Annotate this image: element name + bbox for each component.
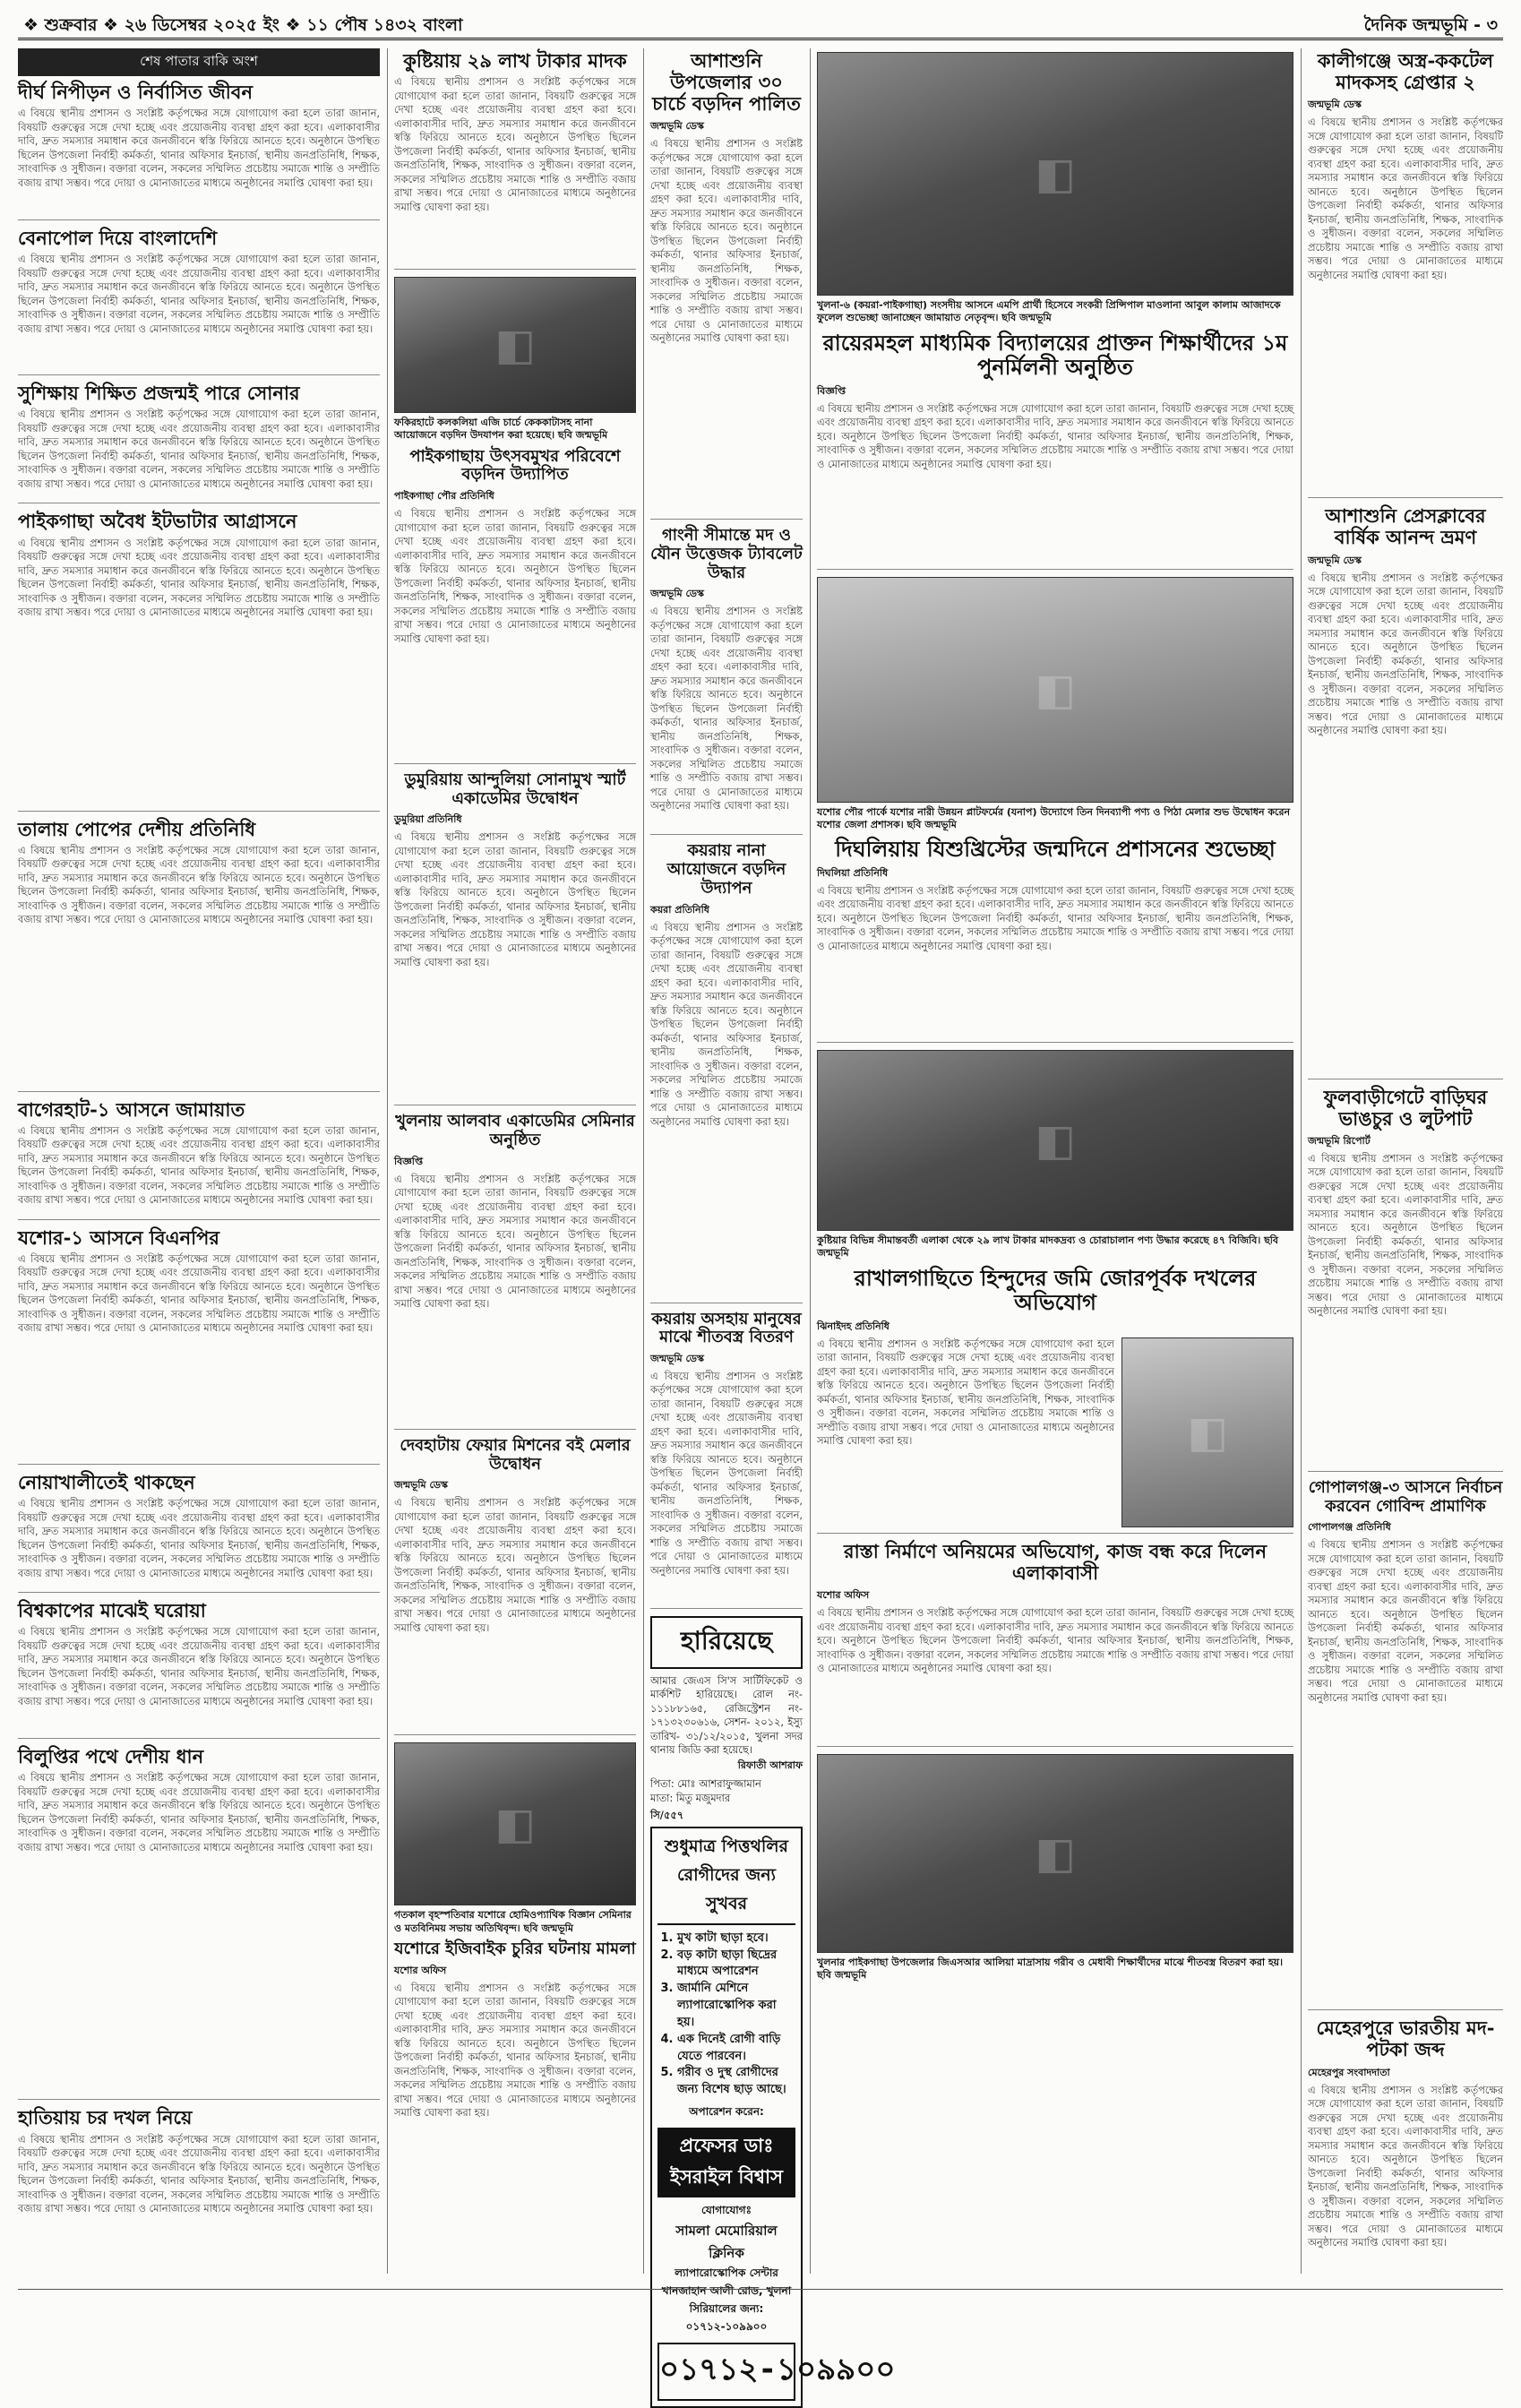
- story: [394, 1113, 636, 1429]
- story: [394, 771, 636, 1105]
- byline: গোপালগঞ্জ প্রতিনিধি: [1308, 1521, 1391, 1534]
- column-rule: [643, 48, 644, 2274]
- byline: যশোর অফিস: [817, 1589, 870, 1602]
- ad-contact-label: যোগাযোগঃ: [700, 2204, 752, 2217]
- story-body: [817, 1337, 1293, 1527]
- photo-candidate-greeting: [817, 52, 1293, 296]
- photo-christmas-church: [394, 277, 636, 413]
- story-text: এ বিষয়ে স্থানীয় প্রশাসন ও সংশ্লিষ্ট কর্তৃপক্ষের সঙ্গে যোগাযোগ করা হলে তারা জানান, বিষয়টি গুরুত্বের সঙ্গে দেখা হচ্ছে এবং প্রয়োজনীয় ব্যবস্থা গ্রহণ করা হবে। এলাকাবাসীর দাবি, দ্রুত সমস্যার সমাধান করে জনজীবনে স্বস্তি ফিরিয়ে আনতে হবে। অনুষ্ঠানে উপস্থিত ছিলেন উপজেলা নির্বাহী কর্মকর্তা, থানার অফিসার ইনচার্জ, স্থানীয় জনপ্রতিনিধি, শিক্ষক, সাংবাদিক ও সুধীজন। বক্তারা বলেন, সকলের সম্মিলিত প্রচেষ্টায় সমাজে শান্তি ও সম্প্রীতি বজায় রাখা সম্ভব। পরে দোয়া ও মোনাজাতের মাধ্যমে অনুষ্ঠানের সমাপ্তি ঘোষণা করা হয়।: [18, 1497, 380, 1579]
- photo-homeopathy-seminar: [394, 1742, 636, 1905]
- date-line: ❖ শুক্রবার ❖ ২৬ ডিসেম্বর ২০২৫ ইং ❖ ১১ পৌষ ১৪৩২ বাংলা: [23, 15, 463, 35]
- headline: তালায় পোপের দেশীয় প্রতিনিধি: [18, 817, 256, 840]
- story: [650, 842, 803, 1303]
- headline: রাখালগাছিতে হিন্দুদের জমি জোরপূর্বক দখলের অভিযোগ: [854, 1264, 1257, 1316]
- story-text: এ বিষয়ে স্থানীয় প্রশাসন ও সংশ্লিষ্ট কর্তৃপক্ষের সঙ্গে যোগাযোগ করা হলে তারা জানান, বিষয়টি গুরুত্বের সঙ্গে দেখা হচ্ছে এবং প্রয়োজনীয় ব্যবস্থা গ্রহণ করা হবে। এলাকাবাসীর দাবি, দ্রুত সমস্যার সমাধান করে জনজীবনে স্বস্তি ফিরিয়ে আনতে হবে। অনুষ্ঠানে উপস্থিত ছিলেন উপজেলা নির্বাহী কর্মকর্তা, থানার অফিসার ইনচার্জ, স্থানীয় জনপ্রতিনিধি, শিক্ষক, সাংবাদিক ও সুধীজন। বক্তারা বলেন, সকলের সম্মিলিত প্রচেষ্টায় সমাজে শান্তি ও সম্প্রীতি বজায় রাখা সম্ভব। পরে দোয়া ও মোনাজাতের মাধ্যমে অনুষ্ঠানের সমাপ্তি ঘোষণা করা হয়।: [817, 1337, 1114, 1448]
- story: [817, 1541, 1293, 1747]
- photo-caption: খুলনা-৬ (কয়রা-পাইকগাছা) সংসদীয় আসনে এমপি প্রার্থী হিসেবে সংকরী প্রিন্সিপাল মাওলানা আবুল কালাম আজাদকে ফুলেল শুভেচ্ছা জানাচ্ছেন জামায়াত নেতৃবৃন্দ। ছবি জন্মভূমি: [817, 299, 1281, 324]
- headline: আশাশুনি উপজেলার ৩০ চার্চে বড়দিন পালিত: [652, 49, 801, 116]
- story-text: এ বিষয়ে স্থানীয় প্রশাসন ও সংশ্লিষ্ট কর্তৃপক্ষের সঙ্গে যোগাযোগ করা হলে তারা জানান, বিষয়টি গুরুত্বের সঙ্গে দেখা হচ্ছে এবং প্রয়োজনীয় ব্যবস্থা গ্রহণ করা হবে। এলাকাবাসীর দাবি, দ্রুত সমস্যার সমাধান করে জনজীবনে স্বস্তি ফিরিয়ে আনতে হবে। অনুষ্ঠানে উপস্থিত ছিলেন উপজেলা নির্বাহী কর্মকর্তা, থানার অফিসার ইনচার্জ, স্থানীয় জনপ্রতিনিধি, শিক্ষক, সাংবাদিক ও সুধীজন। বক্তারা বলেন, সকলের সম্মিলিত প্রচেষ্টায় সমাজে শান্তি ও সম্প্রীতি বজায় রাখা সম্ভব। পরে দোয়া ও মোনাজাতের মাধ্যমে অনুষ্ঠানের সমাপ্তি ঘোষণা করা হয়।: [817, 1606, 1293, 1675]
- column-4: [817, 48, 1293, 2261]
- headline: দিঘলিয়ায় যিশুখ্রিস্টের জন্মদিনে প্রশাসনের শুভেচ্ছা: [835, 836, 1276, 863]
- story-text: এ বিষয়ে স্থানীয় প্রশাসন ও সংশ্লিষ্ট কর্তৃপক্ষের সঙ্গে যোগাযোগ করা হলে তারা জানান, বিষয়টি গুরুত্বের সঙ্গে দেখা হচ্ছে এবং প্রয়োজনীয় ব্যবস্থা গ্রহণ করা হবে। এলাকাবাসীর দাবি, দ্রুত সমস্যার সমাধান করে জনজীবনে স্বস্তি ফিরিয়ে আনতে হবে। অনুষ্ঠানে উপস্থিত ছিলেন উপজেলা নির্বাহী কর্মকর্তা, থানার অফিসার ইনচার্জ, স্থানীয় জনপ্রতিনিধি, শিক্ষক, সাংবাদিক ও সুধীজন। বক্তারা বলেন, সকলের সম্মিলিত প্রচেষ্টায় সমাজে শান্তি ও সম্প্রীতি বজায় রাখা সম্ভব। পরে দোয়া ও মোনাজাতের মাধ্যমে অনুষ্ঠানের সমাপ্তি ঘোষণা করা হয়।: [1308, 571, 1503, 737]
- headline: কালীগঞ্জে অস্ত্র-ককটেল মাদকসহ গ্রেপ্তার ২: [1317, 49, 1494, 94]
- story: [817, 837, 1293, 1043]
- headline: কয়রায় অসহায় মানুষের মাঝে শীতবস্ত্র বিতরণ: [651, 1309, 802, 1347]
- column-rule: [1301, 48, 1302, 2274]
- byline: জন্মভূমি ডেস্ক: [394, 1479, 448, 1492]
- column-2: [394, 48, 636, 2261]
- story-text: এ বিষয়ে স্থানীয় প্রশাসন ও সংশ্লিষ্ট কর্তৃপক্ষের সঙ্গে যোগাযোগ করা হলে তারা জানান, বিষয়টি গুরুত্বের সঙ্গে দেখা হচ্ছে এবং প্রয়োজনীয় ব্যবস্থা গ্রহণ করা হবে। এলাকাবাসীর দাবি, দ্রুত সমস্যার সমাধান করে জনজীবনে স্বস্তি ফিরিয়ে আনতে হবে। অনুষ্ঠানে উপস্থিত ছিলেন উপজেলা নির্বাহী কর্মকর্তা, থানার অফিসার ইনচার্জ, স্থানীয় জনপ্রতিনিধি, শিক্ষক, সাংবাদিক ও সুধীজন। বক্তারা বলেন, সকলের সম্মিলিত প্রচেষ্টায় সমাজে শান্তি ও সম্প্রীতি বজায় রাখা সম্ভব। পরে দোয়া ও মোনাজাতের মাধ্যমে অনুষ্ঠানের সমাপ্তি ঘোষণা করা হয়।: [18, 536, 380, 619]
- headline: আশাশুনি প্রেসক্লাবের বার্ষিক আনন্দ ভ্রমণ: [1325, 504, 1486, 549]
- headline: দীর্ঘ নিপীড়ন ও নির্বাসিত জীবন: [18, 81, 254, 103]
- headline: যশোরে ইজিবাইক চুরির ঘটনায় মামলা: [394, 1939, 636, 1958]
- lost-notice-mother: মাতা: মিতু মজুমদার: [650, 1791, 731, 1804]
- column-1: [18, 48, 380, 2261]
- story: [18, 1472, 380, 1593]
- ad-feature: 1. মুখ কাটা ছাড়া হবে।: [677, 1931, 795, 1948]
- byline: মেহেরপুর সংবাদদাতা: [1308, 2066, 1390, 2078]
- story: [1308, 505, 1503, 1079]
- byline: জন্মভূমি ডেস্ক: [650, 588, 704, 600]
- headline: বিলুপ্তির পথে দেশীয় ধান: [18, 1745, 204, 1768]
- story: [18, 511, 380, 811]
- headline: ডুমুরিয়ায় আন্দুলিয়া সোনামুখ স্মার্ট একাডেমির উদ্বোধন: [404, 770, 626, 808]
- story-text: এ বিষয়ে স্থানীয় প্রশাসন ও সংশ্লিষ্ট কর্তৃপক্ষের সঙ্গে যোগাযোগ করা হলে তারা জানান, বিষয়টি গুরুত্বের সঙ্গে দেখা হচ্ছে এবং প্রয়োজনীয় ব্যবস্থা গ্রহণ করা হবে। এলাকাবাসীর দাবি, দ্রুত সমস্যার সমাধান করে জনজীবনে স্বস্তি ফিরিয়ে আনতে হবে। অনুষ্ঠানে উপস্থিত ছিলেন উপজেলা নির্বাহী কর্মকর্তা, থানার অফিসার ইনচার্জ, স্থানীয় জনপ্রতিনিধি, শিক্ষক, সাংবাদিক ও সুধীজন। বক্তারা বলেন, সকলের সম্মিলিত প্রচেষ্টায় সমাজে শান্তি ও সম্প্রীতি বজায় রাখা সম্ভব। পরে দোয়া ও মোনাজাতের মাধ্যমে অনুষ্ঠানের সমাপ্তি ঘোষণা করা হয়।: [817, 883, 1293, 952]
- story-text: এ বিষয়ে স্থানীয় প্রশাসন ও সংশ্লিষ্ট কর্তৃপক্ষের সঙ্গে যোগাযোগ করা হলে তারা জানান, বিষয়টি গুরুত্বের সঙ্গে দেখা হচ্ছে এবং প্রয়োজনীয় ব্যবস্থা গ্রহণ করা হবে। এলাকাবাসীর দাবি, দ্রুত সমস্যার সমাধান করে জনজীবনে স্বস্তি ফিরিয়ে আনতে হবে। অনুষ্ঠানে উপস্থিত ছিলেন উপজেলা নির্বাহী কর্মকর্তা, থানার অফিসার ইনচার্জ, স্থানীয় জনপ্রতিনিধি, শিক্ষক, সাংবাদিক ও সুধীজন। বক্তারা বলেন, সকলের সম্মিলিত প্রচেষ্টায় সমাজে শান্তি ও সম্প্রীতি বজায় রাখা সম্ভব। পরে দোয়া ও মোনাজাতের মাধ্যমে অনুষ্ঠানের সমাপ্তি ঘোষণা করা হয়।: [1308, 1538, 1503, 1704]
- headline: গাংনী সীমান্তে মদ ও যৌন উত্তেজক ট্যাবলেট উদ্ধার: [650, 526, 803, 582]
- story-text: এ বিষয়ে স্থানীয় প্রশাসন ও সংশ্লিষ্ট কর্তৃপক্ষের সঙ্গে যোগাযোগ করা হলে তারা জানান, বিষয়টি গুরুত্বের সঙ্গে দেখা হচ্ছে এবং প্রয়োজনীয় ব্যবস্থা গ্রহণ করা হবে। এলাকাবাসীর দাবি, দ্রুত সমস্যার সমাধান করে জনজীবনে স্বস্তি ফিরিয়ে আনতে হবে। অনুষ্ঠানে উপস্থিত ছিলেন উপজেলা নির্বাহী কর্মকর্তা, থানার অফিসার ইনচার্জ, স্থানীয় জনপ্রতিনিধি, শিক্ষক, সাংবাদিক ও সুধীজন। বক্তারা বলেন, সকলের সম্মিলিত প্রচেষ্টায় সমাজে শান্তি ও সম্প্রীতি বজায় রাখা সম্ভব। পরে দোয়া ও মোনাজাতের মাধ্যমে অনুষ্ঠানের সমাপ্তি ঘোষণা করা হয়।: [18, 253, 380, 335]
- headline: কয়রায় নানা আয়োজনে বড়দিন উদ্যাপন: [666, 841, 786, 898]
- ad-reference: সি/৫৫৭: [650, 1809, 684, 1822]
- camera-icon: ◧: [1035, 149, 1076, 199]
- ad-center-name: ল্যাপারোস্কোপিক সেন্টার: [675, 2266, 778, 2280]
- story-text: এ বিষয়ে স্থানীয় প্রশাসন ও সংশ্লিষ্ট কর্তৃপক্ষের সঙ্গে যোগাযোগ করা হলে তারা জানান, বিষয়টি গুরুত্বের সঙ্গে দেখা হচ্ছে এবং প্রয়োজনীয় ব্যবস্থা গ্রহণ করা হবে। এলাকাবাসীর দাবি, দ্রুত সমস্যার সমাধান করে জনজীবনে স্বস্তি ফিরিয়ে আনতে হবে। অনুষ্ঠানে উপস্থিত ছিলেন উপজেলা নির্বাহী কর্মকর্তা, থানার অফিসার ইনচার্জ, স্থানীয় জনপ্রতিনিধি, শিক্ষক, সাংবাদিক ও সুধীজন। বক্তারা বলেন, সকলের সম্মিলিত প্রচেষ্টায় সমাজে শান্তি ও সম্প্রীতি বজায় রাখা সম্ভব। পরে দোয়া ও মোনাজাতের মাধ্যমে অনুষ্ঠানের সমাপ্তি ঘোষণা করা হয়।: [650, 1369, 803, 1577]
- headline: রাস্তা নির্মাণে অনিয়মের অভিযোগ, কাজ বন্ধ করে দিলেন এলাকাবাসী: [844, 1539, 1267, 1584]
- story-text: এ বিষয়ে স্থানীয় প্রশাসন ও সংশ্লিষ্ট কর্তৃপক্ষের সঙ্গে যোগাযোগ করা হলে তারা জানান, বিষয়টি গুরুত্বের সঙ্গে দেখা হচ্ছে এবং প্রয়োজনীয় ব্যবস্থা গ্রহণ করা হবে। এলাকাবাসীর দাবি, দ্রুত সমস্যার সমাধান করে জনজীবনে স্বস্তি ফিরিয়ে আনতে হবে। অনুষ্ঠানে উপস্থিত ছিলেন উপজেলা নির্বাহী কর্মকর্তা, থানার অফিসার ইনচার্জ, স্থানীয় জনপ্রতিনিধি, শিক্ষক, সাংবাদিক ও সুধীজন। বক্তারা বলেন, সকলের সম্মিলিত প্রচেষ্টায় সমাজে শান্তি ও সম্প্রীতি বজায় রাখা সম্ভব। পরে দোয়া ও মোনাজাতের মাধ্যমে অনুষ্ঠানের সমাপ্তি ঘোষণা করা হয়।: [1308, 2083, 1503, 2249]
- lost-notice-title: হারিয়েছে: [650, 1616, 803, 1669]
- byline: বিজ্ঞপ্তি: [817, 384, 846, 397]
- ad-feature: 4. এক দিনেই রোগী বাড়ি যেতে পারবেন।: [677, 2032, 795, 2066]
- clinic-advertisement: [650, 1827, 896, 2408]
- byline: যশোর অফিস: [394, 1964, 447, 1976]
- byline: দিঘলিয়া প্রতিনিধি: [817, 866, 889, 879]
- story-text: এ বিষয়ে স্থানীয় প্রশাসন ও সংশ্লিষ্ট কর্তৃপক্ষের সঙ্গে যোগাযোগ করা হলে তারা জানান, বিষয়টি গুরুত্বের সঙ্গে দেখা হচ্ছে এবং প্রয়োজনীয় ব্যবস্থা গ্রহণ করা হবে। এলাকাবাসীর দাবি, দ্রুত সমস্যার সমাধান করে জনজীবনে স্বস্তি ফিরিয়ে আনতে হবে। অনুষ্ঠানে উপস্থিত ছিলেন উপজেলা নির্বাহী কর্মকর্তা, থানার অফিসার ইনচার্জ, স্থানীয় জনপ্রতিনিধি, শিক্ষক, সাংবাদিক ও সুধীজন। বক্তারা বলেন, সকলের সম্মিলিত প্রচেষ্টায় সমাজে শান্তি ও সম্প্রীতি বজায় রাখা সম্ভব। পরে দোয়া ও মোনাজাতের মাধ্যমে অনুষ্ঠানের সমাপ্তি ঘোষণা করা হয়।: [18, 1251, 380, 1335]
- story: [394, 1939, 636, 2120]
- camera-icon: ◧: [1035, 1114, 1076, 1165]
- lost-notice-signature: রিফাতী আশরাফ: [737, 1759, 803, 1771]
- headline: খুলনায় আলবাব একাডেমির সেমিনার অনুষ্ঠিত: [395, 1112, 635, 1150]
- headline: রায়েরমহল মাধ্যমিক বিদ্যালয়ের প্রাক্তন শিক্ষার্থীদের ১ম পুনর্মিলনী অনুষ্ঠিত: [822, 329, 1288, 381]
- story-text: এ বিষয়ে স্থানীয় প্রশাসন ও সংশ্লিষ্ট কর্তৃপক্ষের সঙ্গে যোগাযোগ করা হলে তারা জানান, বিষয়টি গুরুত্বের সঙ্গে দেখা হচ্ছে এবং প্রয়োজনীয় ব্যবস্থা গ্রহণ করা হবে। এলাকাবাসীর দাবি, দ্রুত সমস্যার সমাধান করে জনজীবনে স্বস্তি ফিরিয়ে আনতে হবে। অনুষ্ঠানে উপস্থিত ছিলেন উপজেলা নির্বাহী কর্মকর্তা, থানার অফিসার ইনচার্জ, স্থানীয় জনপ্রতিনিধি, শিক্ষক, সাংবাদিক ও সুধীজন। বক্তারা বলেন, সকলের সম্মিলিত প্রচেষ্টায় সমাজে শান্তি ও সম্প্রীতি বজায় রাখা সম্ভব। পরে দোয়া ও মোনাজাতের মাধ্যমে অনুষ্ঠানের সমাপ্তি ঘোষণা করা হয়।: [18, 107, 380, 189]
- story-text: এ বিষয়ে স্থানীয় প্রশাসন ও সংশ্লিষ্ট কর্তৃপক্ষের সঙ্গে যোগাযোগ করা হলে তারা জানান, বিষয়টি গুরুত্বের সঙ্গে দেখা হচ্ছে এবং প্রয়োজনীয় ব্যবস্থা গ্রহণ করা হবে। এলাকাবাসীর দাবি, দ্রুত সমস্যার সমাধান করে জনজীবনে স্বস্তি ফিরিয়ে আনতে হবে। অনুষ্ঠানে উপস্থিত ছিলেন উপজেলা নির্বাহী কর্মকর্তা, থানার অফিসার ইনচার্জ, স্থানীয় জনপ্রতিনিধি, শিক্ষক, সাংবাদিক ও সুধীজন। বক্তারা বলেন, সকলের সম্মিলিত প্রচেষ্টায় সমাজে শান্তি ও সম্প্রীতি বজায় রাখা সম্ভব। পরে দোয়া ও মোনাজাতের মাধ্যমে অনুষ্ঠানের সমাপ্তি ঘোষণা করা হয়।: [18, 843, 380, 926]
- headline: মেহেরপুরে ভারতীয় মদ-পটকা জব্দ: [1316, 2017, 1495, 2061]
- story: [18, 228, 380, 375]
- story-text: এ বিষয়ে স্থানীয় প্রশাসন ও সংশ্লিষ্ট কর্তৃপক্ষের সঙ্গে যোগাযোগ করা হলে তারা জানান, বিষয়টি গুরুত্বের সঙ্গে দেখা হচ্ছে এবং প্রয়োজনীয় ব্যবস্থা গ্রহণ করা হবে। এলাকাবাসীর দাবি, দ্রুত সমস্যার সমাধান করে জনজীবনে স্বস্তি ফিরিয়ে আনতে হবে। অনুষ্ঠানে উপস্থিত ছিলেন উপজেলা নির্বাহী কর্মকর্তা, থানার অফিসার ইনচার্জ, স্থানীয় জনপ্রতিনিধি, শিক্ষক, সাংবাদিক ও সুধীজন। বক্তারা বলেন, সকলের সম্মিলিত প্রচেষ্টায় সমাজে শান্তি ও সম্প্রীতি বজায় রাখা সম্ভব। পরে দোয়া ও মোনাজাতের মাধ্যমে অনুষ্ঠানের সমাপ্তি ঘোষণা করা হয়।: [18, 408, 380, 490]
- footer-rule: [18, 2289, 1503, 2290]
- ad-serial: সিরিয়ালের জন্য: ০১৭১২-১০৯৯০০: [685, 2302, 768, 2334]
- photo-caption: যশোর পৌর পার্কে যশোর নারী উন্নয়ন প্লাটফর্মের (যনাপ) উদ্যোগে তিন দিনব্যাপী পণ্য ও পিঠা মেলার শুভ উদ্বোধন করেন যশোর জেলা প্রশাসক। ছবি জন্মভূমি: [817, 805, 1291, 831]
- camera-icon: ◧: [1035, 664, 1076, 715]
- headline: বিশ্বকাপের মাঝেই ঘরোয়া: [18, 1599, 206, 1622]
- story: [1308, 1479, 1503, 2010]
- paper-name: দৈনিক জন্মভূমি - ৩: [1363, 15, 1498, 35]
- story: [18, 383, 380, 503]
- byline: জন্মভূমি ডেস্ক: [1308, 554, 1362, 566]
- headline: পাইকগাছা অবৈধ ইটভাটার আগ্রাসনে: [18, 510, 297, 533]
- story: [650, 50, 803, 520]
- headline: বেনাপোল দিয়ে বাংলাদেশি: [18, 227, 218, 250]
- headline: যশোর-১ আসনে বিএনপির: [18, 1226, 219, 1249]
- story: [18, 1746, 380, 2100]
- story: [394, 1437, 636, 1735]
- ad-phone: ০১৭১২-১০৯৯০০: [657, 2343, 795, 2401]
- byline: বিজ্ঞপ্তি: [394, 1155, 423, 1167]
- camera-icon: ◧: [1187, 1406, 1228, 1458]
- story-text: এ বিষয়ে স্থানীয় প্রশাসন ও সংশ্লিষ্ট কর্তৃপক্ষের সঙ্গে যোগাযোগ করা হলে তারা জানান, বিষয়টি গুরুত্বের সঙ্গে দেখা হচ্ছে এবং প্রয়োজনীয় ব্যবস্থা গ্রহণ করা হবে। এলাকাবাসীর দাবি, দ্রুত সমস্যার সমাধান করে জনজীবনে স্বস্তি ফিরিয়ে আনতে হবে। অনুষ্ঠানে উপস্থিত ছিলেন উপজেলা নির্বাহী কর্মকর্তা, থানার অফিসার ইনচার্জ, স্থানীয় জনপ্রতিনিধি, শিক্ষক, সাংবাদিক ও সুধীজন। বক্তারা বলেন, সকলের সম্মিলিত প্রচেষ্টায় সমাজে শান্তি ও সম্প্রীতি বজায় রাখা সম্ভব। পরে দোয়া ও মোনাজাতের মাধ্যমে অনুষ্ঠানের সমাপ্তি ঘোষণা করা হয়।: [394, 1496, 636, 1634]
- story: [1308, 2017, 1503, 2267]
- byline: জন্মভূমি ডেস্ক: [1308, 99, 1362, 111]
- headline: গোপালগঞ্জ-৩ আসনে নির্বাচন করবেন গোবিন্দ প্রামাণিক: [1308, 1477, 1503, 1516]
- byline: পাইকগাছা পৌর প্রতিনিধি: [394, 490, 494, 503]
- story-text: এ বিষয়ে স্থানীয় প্রশাসন ও সংশ্লিষ্ট কর্তৃপক্ষের সঙ্গে যোগাযোগ করা হলে তারা জানান, বিষয়টি গুরুত্বের সঙ্গে দেখা হচ্ছে এবং প্রয়োজনীয় ব্যবস্থা গ্রহণ করা হবে। এলাকাবাসীর দাবি, দ্রুত সমস্যার সমাধান করে জনজীবনে স্বস্তি ফিরিয়ে আনতে হবে। অনুষ্ঠানে উপস্থিত ছিলেন উপজেলা নির্বাহী কর্মকর্তা, থানার অফিসার ইনচার্জ, স্থানীয় জনপ্রতিনিধি, শিক্ষক, সাংবাদিক ও সুধীজন। বক্তারা বলেন, সকলের সম্মিলিত প্রচেষ্টায় সমাজে শান্তি ও সম্প্রীতি বজায় রাখা সম্ভব। পরে দোয়া ও মোনাজাতের মাধ্যমে অনুষ্ঠানের সমাপ্তি ঘোষণা করা হয়।: [394, 1172, 636, 1311]
- story-text: এ বিষয়ে স্থানীয় প্রশাসন ও সংশ্লিষ্ট কর্তৃপক্ষের সঙ্গে যোগাযোগ করা হলে তারা জানান, বিষয়টি গুরুত্বের সঙ্গে দেখা হচ্ছে এবং প্রয়োজনীয় ব্যবস্থা গ্রহণ করা হবে। এলাকাবাসীর দাবি, দ্রুত সমস্যার সমাধান করে জনজীবনে স্বস্তি ফিরিয়ে আনতে হবে। অনুষ্ঠানে উপস্থিত ছিলেন উপজেলা নির্বাহী কর্মকর্তা, থানার অফিসার ইনচার্জ, স্থানীয় জনপ্রতিনিধি, শিক্ষক, সাংবাদিক ও সুধীজন। বক্তারা বলেন, সকলের সম্মিলিত প্রচেষ্টায় সমাজে শান্তি ও সম্প্রীতি বজায় রাখা সম্ভব। পরে দোয়া ও মোনাজাতের মাধ্যমে অনুষ্ঠানের সমাপ্তি ঘোষণা করা হয়।: [394, 507, 636, 645]
- masthead: [18, 7, 1503, 40]
- byline: ডুমুরিয়া প্রতিনিধি: [394, 813, 462, 826]
- story: [18, 819, 380, 1092]
- photo-women-fair: [817, 577, 1293, 803]
- camera-icon: ◧: [494, 320, 536, 371]
- lost-notice-father: পিতা: মোঃ আশরাফুজ্জামান: [650, 1777, 761, 1791]
- story-text: এ বিষয়ে স্থানীয় প্রশাসন ও সংশ্লিষ্ট কর্তৃপক্ষের সঙ্গে যোগাযোগ করা হলে তারা জানান, বিষয়টি গুরুত্বের সঙ্গে দেখা হচ্ছে এবং প্রয়োজনীয় ব্যবস্থা গ্রহণ করা হবে। এলাকাবাসীর দাবি, দ্রুত সমস্যার সমাধান করে জনজীবনে স্বস্তি ফিরিয়ে আনতে হবে। অনুষ্ঠানে উপস্থিত ছিলেন উপজেলা নির্বাহী কর্মকর্তা, থানার অফিসার ইনচার্জ, স্থানীয় জনপ্রতিনিধি, শিক্ষক, সাংবাদিক ও সুধীজন। বক্তারা বলেন, সকলের সম্মিলিত প্রচেষ্টায় সমাজে শান্তি ও সম্প্রীতি বজায় রাখা সম্ভব। পরে দোয়া ও মোনাজাতের মাধ্যমে অনুষ্ঠানের সমাপ্তি ঘোষণা করা হয়।: [18, 2132, 380, 2215]
- headline: সুশিক্ষায় শিক্ষিত প্রজন্মই পারে সোনার: [18, 382, 300, 405]
- byline: জন্মভূমি ডেস্ক: [650, 1352, 704, 1364]
- story: [18, 2107, 380, 2317]
- ad-feature: 5. গরীব ও দুস্থ রোগীদের জন্য বিশেষ ছাড় আছে।: [677, 2065, 795, 2099]
- headline: দেবহাটায় ফেয়ার মিশনের বই মেলার উদ্বোধন: [400, 1435, 631, 1474]
- headline: পাইকগাছায় উৎসবমুখর পরিবেশে বড়দিন উদ্যাপিত: [409, 446, 621, 485]
- camera-icon: ◧: [1035, 1828, 1076, 1879]
- story: [394, 448, 636, 764]
- ad-features: [657, 1931, 795, 2099]
- ad-address: খানজাহান আলী রোড, খুলনা: [661, 2284, 792, 2298]
- story-text: এ বিষয়ে স্থানীয় প্রশাসন ও সংশ্লিষ্ট কর্তৃপক্ষের সঙ্গে যোগাযোগ করা হলে তারা জানান, বিষয়টি গুরুত্বের সঙ্গে দেখা হচ্ছে এবং প্রয়োজনীয় ব্যবস্থা গ্রহণ করা হবে। এলাকাবাসীর দাবি, দ্রুত সমস্যার সমাধান করে জনজীবনে স্বস্তি ফিরিয়ে আনতে হবে। অনুষ্ঠানে উপস্থিত ছিলেন উপজেলা নির্বাহী কর্মকর্তা, থানার অফিসার ইনচার্জ, স্থানীয় জনপ্রতিনিধি, শিক্ষক, সাংবাদিক ও সুধীজন। বক্তারা বলেন, সকলের সম্মিলিত প্রচেষ্টায় সমাজে শান্তি ও সম্প্রীতি বজায় রাখা সম্ভব। পরে দোয়া ও মোনাজাতের মাধ্যমে অনুষ্ঠানের সমাপ্তি ঘোষণা করা হয়।: [1308, 1151, 1503, 1318]
- photo-bgb-seizure: [817, 1050, 1293, 1231]
- story: [817, 331, 1293, 570]
- story: [650, 527, 803, 835]
- lost-notice-body: আমার জেএস সি'স সার্টিফিকেট ও মার্কশিট হারিয়েছে। রোল নং- ১১১৮৮১৬৫, রেজিস্ট্রেশন নং- ১৭১৩২৩০৬১৬, সেশন- ২০১২, ইস্যু তারিখ- ৩১/১২/২০১৫, খুলনা সদর থানায় জিডি করা হয়েছে।: [650, 1673, 803, 1757]
- story-text: এ বিষয়ে স্থানীয় প্রশাসন ও সংশ্লিষ্ট কর্তৃপক্ষের সঙ্গে যোগাযোগ করা হলে তারা জানান, বিষয়টি গুরুত্বের সঙ্গে দেখা হচ্ছে এবং প্রয়োজনীয় ব্যবস্থা গ্রহণ করা হবে। এলাকাবাসীর দাবি, দ্রুত সমস্যার সমাধান করে জনজীবনে স্বস্তি ফিরিয়ে আনতে হবে। অনুষ্ঠানে উপস্থিত ছিলেন উপজেলা নির্বাহী কর্মকর্তা, থানার অফিসার ইনচার্জ, স্থানীয় জনপ্রতিনিধি, শিক্ষক, সাংবাদিক ও সুধীজন। বক্তারা বলেন, সকলের সম্মিলিত প্রচেষ্টায় সমাজে শান্তি ও সম্প্রীতি বজায় রাখা সম্ভব। পরে দোয়া ও মোনাজাতের মাধ্যমে অনুষ্ঠানের সমাপ্তি ঘোষণা করা হয়।: [650, 605, 803, 813]
- story: [394, 50, 636, 270]
- byline: কয়রা প্রতিনিধি: [650, 903, 709, 916]
- ad-surgery-by: অপারেশন করেন:: [689, 2105, 764, 2119]
- story-text: এ বিষয়ে স্থানীয় প্রশাসন ও সংশ্লিষ্ট কর্তৃপক্ষের সঙ্গে যোগাযোগ করা হলে তারা জানান, বিষয়টি গুরুত্বের সঙ্গে দেখা হচ্ছে এবং প্রয়োজনীয় ব্যবস্থা গ্রহণ করা হবে। এলাকাবাসীর দাবি, দ্রুত সমস্যার সমাধান করে জনজীবনে স্বস্তি ফিরিয়ে আনতে হবে। অনুষ্ঠানে উপস্থিত ছিলেন উপজেলা নির্বাহী কর্মকর্তা, থানার অফিসার ইনচার্জ, স্থানীয় জনপ্রতিনিধি, শিক্ষক, সাংবাদিক ও সুধীজন। বক্তারা বলেন, সকলের সম্মিলিত প্রচেষ্টায় সমাজে শান্তি ও সম্প্রীতি বজায় রাখা সম্ভব। পরে দোয়া ও মোনাজাতের মাধ্যমে অনুষ্ঠানের সমাপ্তি ঘোষণা করা হয়।: [18, 1123, 380, 1207]
- headline: ফুলবাড়ীগেটে বাড়িঘর ভাঙচুর ও লুটপাট: [1323, 1085, 1488, 1130]
- column-rule: [810, 48, 811, 2274]
- story: [817, 1266, 1293, 1534]
- camera-icon: ◧: [494, 1799, 536, 1850]
- story-text: এ বিষয়ে স্থানীয় প্রশাসন ও সংশ্লিষ্ট কর্তৃপক্ষের সঙ্গে যোগাযোগ করা হলে তারা জানান, বিষয়টি গুরুত্বের সঙ্গে দেখা হচ্ছে এবং প্রয়োজনীয় ব্যবস্থা গ্রহণ করা হবে। এলাকাবাসীর দাবি, দ্রুত সমস্যার সমাধান করে জনজীবনে স্বস্তি ফিরিয়ে আনতে হবে। অনুষ্ঠানে উপস্থিত ছিলেন উপজেলা নির্বাহী কর্মকর্তা, থানার অফিসার ইনচার্জ, স্থানীয় জনপ্রতিনিধি, শিক্ষক, সাংবাদিক ও সুধীজন। বক্তারা বলেন, সকলের সম্মিলিত প্রচেষ্টায় সমাজে শান্তি ও সম্প্রীতি বজায় রাখা সম্ভব। পরে দোয়া ও মোনাজাতের মাধ্যমে অনুষ্ঠানের সমাপ্তি ঘোষণা করা হয়।: [650, 137, 803, 345]
- story-text: এ বিষয়ে স্থানীয় প্রশাসন ও সংশ্লিষ্ট কর্তৃপক্ষের সঙ্গে যোগাযোগ করা হলে তারা জানান, বিষয়টি গুরুত্বের সঙ্গে দেখা হচ্ছে এবং প্রয়োজনীয় ব্যবস্থা গ্রহণ করা হবে। এলাকাবাসীর দাবি, দ্রুত সমস্যার সমাধান করে জনজীবনে স্বস্তি ফিরিয়ে আনতে হবে। অনুষ্ঠানে উপস্থিত ছিলেন উপজেলা নির্বাহী কর্মকর্তা, থানার অফিসার ইনচার্জ, স্থানীয় জনপ্রতিনিধি, শিক্ষক, সাংবাদিক ও সুধীজন। বক্তারা বলেন, সকলের সম্মিলিত প্রচেষ্টায় সমাজে শান্তি ও সম্প্রীতি বজায় রাখা সম্ভব। পরে দোয়া ও মোনাজাতের মাধ্যমে অনুষ্ঠানের সমাপ্তি ঘোষণা করা হয়।: [18, 1771, 380, 1853]
- column-5: [1308, 48, 1503, 2261]
- column-rule: [387, 48, 388, 2274]
- ad-feature: 2. বড় কাটা ছাড়া ছিদ্রের মাধ্যমে অপারেশন: [677, 1948, 795, 1982]
- ad-feature: 3. জার্মানি মেশিনে ল্যাপারোস্কোপিক করা হয়।: [677, 1981, 795, 2032]
- photo-winter-cloth-distribution: [817, 1754, 1293, 1953]
- ad-title: শুধুমাত্র পিত্তথলির রোগীদের জন্য সুখবর: [657, 1834, 795, 1925]
- section-bar: শেষ পাতার বাকি অংশ: [18, 48, 380, 76]
- story-text: এ বিষয়ে স্থানীয় প্রশাসন ও সংশ্লিষ্ট কর্তৃপক্ষের সঙ্গে যোগাযোগ করা হলে তারা জানান, বিষয়টি গুরুত্বের সঙ্গে দেখা হচ্ছে এবং প্রয়োজনীয় ব্যবস্থা গ্রহণ করা হবে। এলাকাবাসীর দাবি, দ্রুত সমস্যার সমাধান করে জনজীবনে স্বস্তি ফিরিয়ে আনতে হবে। অনুষ্ঠানে উপস্থিত ছিলেন উপজেলা নির্বাহী কর্মকর্তা, থানার অফিসার ইনচার্জ, স্থানীয় জনপ্রতিনিধি, শিক্ষক, সাংবাদিক ও সুধীজন। বক্তারা বলেন, সকলের সম্মিলিত প্রচেষ্টায় সমাজে শান্তি ও সম্প্রীতি বজায় রাখা সম্ভব। পরে দোয়া ও মোনাজাতের মাধ্যমে অনুষ্ঠানের সমাপ্তি ঘোষণা করা হয়।: [817, 401, 1293, 470]
- story-text: এ বিষয়ে স্থানীয় প্রশাসন ও সংশ্লিষ্ট কর্তৃপক্ষের সঙ্গে যোগাযোগ করা হলে তারা জানান, বিষয়টি গুরুত্বের সঙ্গে দেখা হচ্ছে এবং প্রয়োজনীয় ব্যবস্থা গ্রহণ করা হবে। এলাকাবাসীর দাবি, দ্রুত সমস্যার সমাধান করে জনজীবনে স্বস্তি ফিরিয়ে আনতে হবে। অনুষ্ঠানে উপস্থিত ছিলেন উপজেলা নির্বাহী কর্মকর্তা, থানার অফিসার ইনচার্জ, স্থানীয় জনপ্রতিনিধি, শিক্ষক, সাংবাদিক ও সুধীজন। বক্তারা বলেন, সকলের সম্মিলিত প্রচেষ্টায় সমাজে শান্তি ও সম্প্রীতি বজায় রাখা সম্ভব। পরে দোয়া ও মোনাজাতের মাধ্যমে অনুষ্ঠানের সমাপ্তি ঘোষণা করা হয়।: [650, 920, 803, 1128]
- story: [1308, 50, 1503, 498]
- headline: বাগেরহাট-১ আসনে জামায়াত: [18, 1097, 245, 1121]
- byline: জন্মভূমি রিপোর্ট: [1308, 1134, 1371, 1147]
- story-text: এ বিষয়ে স্থানীয় প্রশাসন ও সংশ্লিষ্ট কর্তৃপক্ষের সঙ্গে যোগাযোগ করা হলে তারা জানান, বিষয়টি গুরুত্বের সঙ্গে দেখা হচ্ছে এবং প্রয়োজনীয় ব্যবস্থা গ্রহণ করা হবে। এলাকাবাসীর দাবি, দ্রুত সমস্যার সমাধান করে জনজীবনে স্বস্তি ফিরিয়ে আনতে হবে। অনুষ্ঠানে উপস্থিত ছিলেন উপজেলা নির্বাহী কর্মকর্তা, থানার অফিসার ইনচার্জ, স্থানীয় জনপ্রতিনিধি, শিক্ষক, সাংবাদিক ও সুধীজন। বক্তারা বলেন, সকলের সম্মিলিত প্রচেষ্টায় সমাজে শান্তি ও সম্প্রীতি বজায় রাখা সম্ভব। পরে দোয়া ও মোনাজাতের মাধ্যমে অনুষ্ঠানের সমাপ্তি ঘোষণা করা হয়।: [394, 1981, 636, 2120]
- ad-doctor-name: প্রফেসর ডাঃ ইসরাইল বিশ্বাস: [657, 2128, 795, 2197]
- ad-clinic-name: সামলা মেমোরিয়াল ক্লিনিক: [675, 2223, 778, 2262]
- photo-caption: গতকাল বৃহস্পতিবার যশোরে হোমিওপ্যাথিক বিজ্ঞান সেমিনার ও মতবিনিময় সভায় অতিথিবৃন্দ। ছবি জন্মভূমি: [394, 1909, 632, 1934]
- story-text: এ বিষয়ে স্থানীয় প্রশাসন ও সংশ্লিষ্ট কর্তৃপক্ষের সঙ্গে যোগাযোগ করা হলে তারা জানান, বিষয়টি গুরুত্বের সঙ্গে দেখা হচ্ছে এবং প্রয়োজনীয় ব্যবস্থা গ্রহণ করা হবে। এলাকাবাসীর দাবি, দ্রুত সমস্যার সমাধান করে জনজীবনে স্বস্তি ফিরিয়ে আনতে হবে। অনুষ্ঠানে উপস্থিত ছিলেন উপজেলা নির্বাহী কর্মকর্তা, থানার অফিসার ইনচার্জ, স্থানীয় জনপ্রতিনিধি, শিক্ষক, সাংবাদিক ও সুধীজন। বক্তারা বলেন, সকলের সম্মিলিত প্রচেষ্টায় সমাজে শান্তি ও সম্প্রীতি বজায় রাখা সম্ভব। পরে দোয়া ও মোনাজাতের মাধ্যমে অনুষ্ঠানের সমাপ্তি ঘোষণা করা হয়।: [18, 1625, 380, 1707]
- headline: নোয়াখালীতেই থাকছেন: [18, 1470, 195, 1493]
- story-text: এ বিষয়ে স্থানীয় প্রশাসন ও সংশ্লিষ্ট কর্তৃপক্ষের সঙ্গে যোগাযোগ করা হলে তারা জানান, বিষয়টি গুরুত্বের সঙ্গে দেখা হচ্ছে এবং প্রয়োজনীয় ব্যবস্থা গ্রহণ করা হবে। এলাকাবাসীর দাবি, দ্রুত সমস্যার সমাধান করে জনজীবনে স্বস্তি ফিরিয়ে আনতে হবে। অনুষ্ঠানে উপস্থিত ছিলেন উপজেলা নির্বাহী কর্মকর্তা, থানার অফিসার ইনচার্জ, স্থানীয় জনপ্রতিনিধি, শিক্ষক, সাংবাদিক ও সুধীজন। বক্তারা বলেন, সকলের সম্মিলিত প্রচেষ্টায় সমাজে শান্তি ও সম্প্রীতি বজায় রাখা সম্ভব। পরে দোয়া ও মোনাজাতের মাধ্যমে অনুষ্ঠানের সমাপ্তি ঘোষণা করা হয়।: [1308, 116, 1503, 281]
- story: [1308, 1087, 1503, 1472]
- story: [18, 1600, 380, 1739]
- byline: ঝিনাইদহ প্রতিনিধি: [817, 1320, 889, 1332]
- story: [18, 1099, 380, 1220]
- headline: হাতিয়ায় চর দখল নিয়ে: [18, 2106, 193, 2129]
- photo-caption: কুষ্টিয়ার বিভিন্ন সীমান্তবর্তী এলাকা থেকে ২৯ লাখ টাকার মাদকদ্রব্য ও চোরাচালান পণ্য উদ্ধার করেছে ৪৭ বিজিবি। ছবি জন্মভূমি: [817, 1234, 1279, 1260]
- story-text: এ বিষয়ে স্থানীয় প্রশাসন ও সংশ্লিষ্ট কর্তৃপক্ষের সঙ্গে যোগাযোগ করা হলে তারা জানান, বিষয়টি গুরুত্বের সঙ্গে দেখা হচ্ছে এবং প্রয়োজনীয় ব্যবস্থা গ্রহণ করা হবে। এলাকাবাসীর দাবি, দ্রুত সমস্যার সমাধান করে জনজীবনে স্বস্তি ফিরিয়ে আনতে হবে। অনুষ্ঠানে উপস্থিত ছিলেন উপজেলা নির্বাহী কর্মকর্তা, থানার অফিসার ইনচার্জ, স্থানীয় জনপ্রতিনিধি, শিক্ষক, সাংবাদিক ও সুধীজন। বক্তারা বলেন, সকলের সম্মিলিত প্রচেষ্টায় সমাজে শান্তি ও সম্প্রীতি বজায় রাখা সম্ভব। পরে দোয়া ও মোনাজাতের মাধ্যমে অনুষ্ঠানের সমাপ্তি ঘোষণা করা হয়।: [394, 830, 636, 968]
- photo-caption: খুলনার পাইকগাছা উপজেলার জিএসআর আলিয়া মাদ্রাসায় গরীব ও মেধাবী শিক্ষার্থীদের মাঝে শীতবস্ত্র বিতরণ করা হয়। ছবি জন্মভূমি: [817, 1956, 1284, 1982]
- story: [18, 1227, 380, 1465]
- byline: জন্মভূমি ডেস্ক: [650, 120, 704, 133]
- story-text: এ বিষয়ে স্থানীয় প্রশাসন ও সংশ্লিষ্ট কর্তৃপক্ষের সঙ্গে যোগাযোগ করা হলে তারা জানান, বিষয়টি গুরুত্বের সঙ্গে দেখা হচ্ছে এবং প্রয়োজনীয় ব্যবস্থা গ্রহণ করা হবে। এলাকাবাসীর দাবি, দ্রুত সমস্যার সমাধান করে জনজীবনে স্বস্তি ফিরিয়ে আনতে হবে। অনুষ্ঠানে উপস্থিত ছিলেন উপজেলা নির্বাহী কর্মকর্তা, থানার অফিসার ইনচার্জ, স্থানীয় জনপ্রতিনিধি, শিক্ষক, সাংবাদিক ও সুধীজন। বক্তারা বলেন, সকলের সম্মিলিত প্রচেষ্টায় সমাজে শান্তি ও সম্প্রীতি বজায় রাখা সম্ভব। পরে দোয়া ও মোনাজাতের মাধ্যমে অনুষ্ঠানের সমাপ্তি ঘোষণা করা হয়।: [394, 75, 636, 213]
- story: [650, 1311, 803, 1609]
- photo-street: [1121, 1337, 1293, 1527]
- photo-caption: ফকিরহাটে কলকলিয়া এজি চার্চে কেককাটাসহ নানা আয়োজনে বড়দিন উদযাপন করা হয়েছে। ছবি জন্মভূমি: [394, 417, 608, 442]
- story: [18, 82, 380, 220]
- headline: কুষ্টিয়ায় ২৯ লাখ টাকার মাদক: [403, 49, 627, 72]
